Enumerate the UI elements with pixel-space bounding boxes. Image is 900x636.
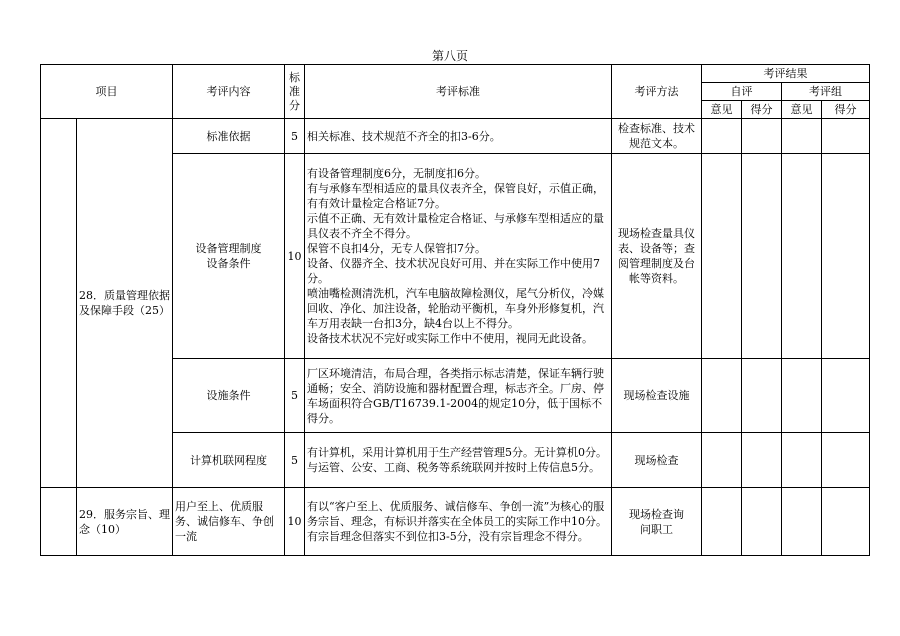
header-self-opinion: 意见 — [702, 101, 742, 119]
group-points-cell[interactable] — [822, 119, 870, 154]
score-cell: 5 — [285, 119, 305, 154]
blank-cell — [41, 119, 77, 488]
group-opinion-cell[interactable] — [782, 119, 822, 154]
score-cell: 5 — [285, 359, 305, 433]
standard-cell: 厂区环境清洁，布局合理，各类指示标志清楚，保证车辆行驶通畅；安全、消防设施和器材配置合理，标志齐全。厂房、停车场面积符合GB/T16739.1-2004的规定10分，低于国标不得分。 — [305, 359, 612, 433]
group-opinion-cell[interactable] — [782, 488, 822, 556]
blank-cell — [41, 488, 77, 556]
header-group-points: 得分 — [822, 101, 870, 119]
header-self-points: 得分 — [742, 101, 782, 119]
self-points-cell[interactable] — [742, 488, 782, 556]
self-points-cell[interactable] — [742, 433, 782, 488]
method-cell: 现场检查设施 — [612, 359, 702, 433]
content-cell: 设施条件 — [173, 359, 285, 433]
score-cell: 10 — [285, 488, 305, 556]
content-cell: 标准依据 — [173, 119, 285, 154]
self-opinion-cell[interactable] — [702, 488, 742, 556]
group-opinion-cell[interactable] — [782, 359, 822, 433]
method-cell: 现场检查询问职工 — [612, 488, 702, 556]
header-group: 考评组 — [782, 83, 870, 101]
item-cell: 29．服务宗旨、理念（10） — [77, 488, 173, 556]
standard-cell: 有设备管理制度6分，无制度扣6分。 有与承修车型相适应的量具仪表齐全，保管良好，示值正确，有有效计量检定合格证7分。 示值不正确、无有效计量检定合格证、与承修车型相适应的量具仪表不齐全不得分。 保管不良扣4分，无专人保管扣7分。 设备、仪器齐全、技术状况良好可用、并在实际工作中使用7分。 喷油嘴检测清洗机，汽车电脑故障检测仪，尾气分析仪，冷媒回收、净化、加注设备，轮胎动平衡机，车身外形修复机，汽车万用表缺一台扣3分，缺4台以上不得分。 设备技术状况不完好或实际工作中不使用，视同无此设备。 — [305, 154, 612, 359]
group-opinion-cell[interactable] — [782, 154, 822, 359]
header-project: 项目 — [41, 65, 173, 119]
score-cell: 5 — [285, 433, 305, 488]
content-cell: 计算机联网程度 — [173, 433, 285, 488]
self-opinion-cell[interactable] — [702, 359, 742, 433]
standard-cell: 相关标准、技术规范不齐全的扣3-6分。 — [305, 119, 612, 154]
header-content: 考评内容 — [173, 65, 285, 119]
item-cell: 28．质量管理依据及保障手段（25） — [77, 119, 173, 488]
standard-cell: 有计算机，采用计算机用于生产经营管理5分。无计算机0分。与运管、公安、工商、税务等系统联网并按时上传信息5分。 — [305, 433, 612, 488]
self-points-cell[interactable] — [742, 359, 782, 433]
group-points-cell[interactable] — [822, 359, 870, 433]
method-cell: 现场检查量具仪表、设备等；查阅管理制度及台帐等资料。 — [612, 154, 702, 359]
group-points-cell[interactable] — [822, 488, 870, 556]
evaluation-table — [40, 64, 870, 556]
content-cell: 设备管理制度设备条件 — [173, 154, 285, 359]
self-points-cell[interactable] — [742, 154, 782, 359]
group-opinion-cell[interactable] — [782, 433, 822, 488]
method-cell: 检查标准、技术规范文本。 — [612, 119, 702, 154]
self-opinion-cell[interactable] — [702, 154, 742, 359]
group-points-cell[interactable] — [822, 154, 870, 359]
method-cell: 现场检查 — [612, 433, 702, 488]
header-group-opinion: 意见 — [782, 101, 822, 119]
header-standard: 考评标准 — [305, 65, 612, 119]
content-cell: 用户至上、优质服务、诚信修车、争创一流 — [173, 488, 285, 556]
self-points-cell[interactable] — [742, 119, 782, 154]
header-score: 标准分 — [285, 65, 305, 119]
header-self: 自评 — [702, 83, 782, 101]
header-result: 考评结果 — [702, 65, 870, 83]
group-points-cell[interactable] — [822, 433, 870, 488]
page-number: 第八页 — [431, 49, 468, 63]
self-opinion-cell[interactable] — [702, 119, 742, 154]
score-cell: 10 — [285, 154, 305, 359]
self-opinion-cell[interactable] — [702, 433, 742, 488]
header-method: 考评方法 — [612, 65, 702, 119]
standard-cell: 有以“客户至上、优质服务、诚信修车、争创一流”为核心的服务宗旨、理念，有标识并落实在全体员工的实际工作中10分。有宗旨理念但落实不到位扣3-5分，没有宗旨理念不得分。 — [305, 488, 612, 556]
